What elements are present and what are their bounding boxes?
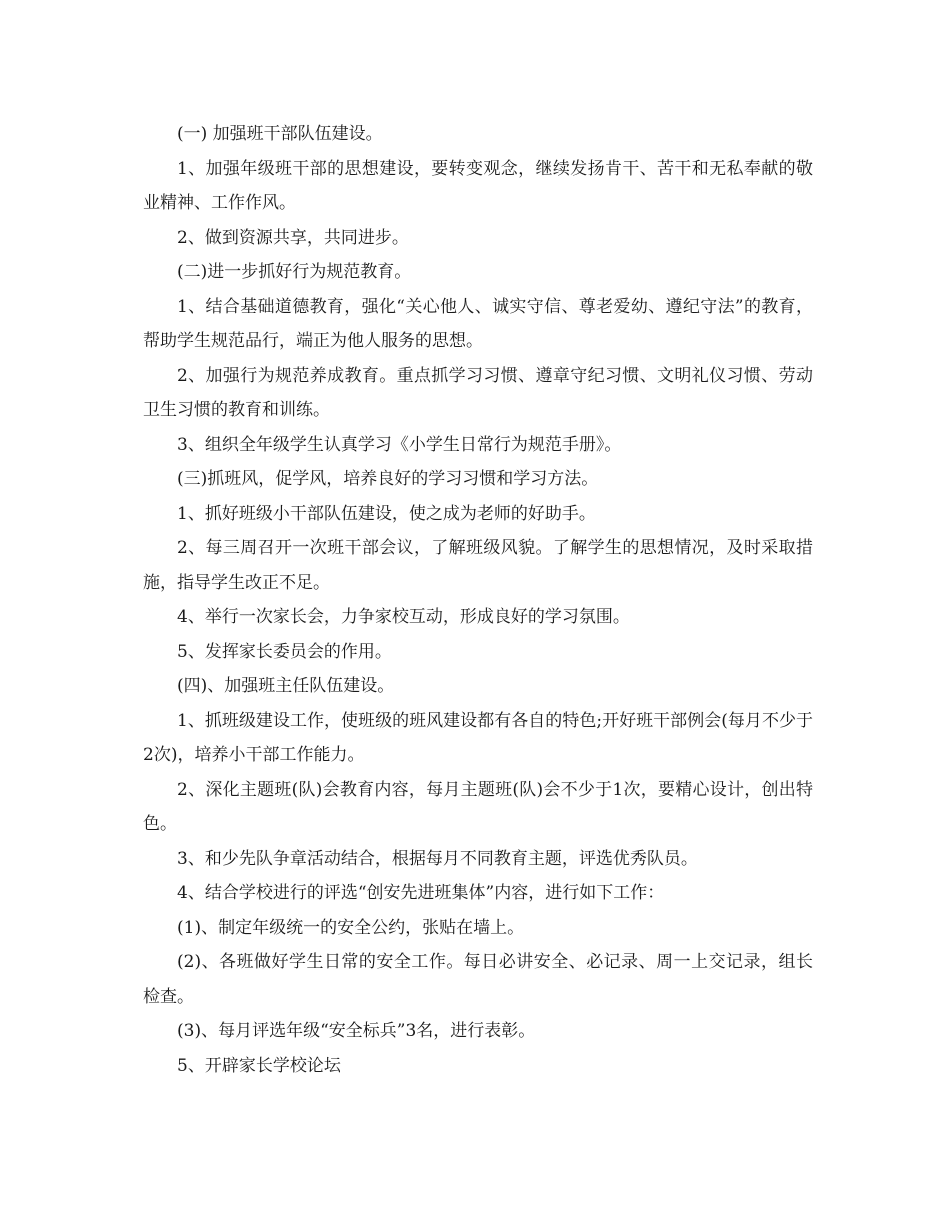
paragraph: 5、开辟家长学校论坛 [177,1055,341,1076]
paragraph: 4、举行一次家长会，力争家校互动，形成良好的学习氛围。 [177,607,630,627]
section-heading-2: (二)进一步抓好行为规范教育。 [177,262,412,282]
paragraph: 1、抓班级建设工作，使班级的班风建设都有各自的特色;开好班干部例会(每月不少于2次)，培养小干部工作能力。 [143,710,813,765]
paragraph: 4、结合学校进行的评选“创安先进班集体”内容，进行如下工作： [177,883,665,903]
paragraph: 5、发挥家长委员会的作用。 [177,641,392,662]
paragraph: 1、抓好班级小干部队伍建设，使之成为老师的好助手。 [177,503,596,524]
paragraph: 2、加强行为规范养成教育。重点抓学习习惯、遵章守纪习惯、文明礼仪习惯、劳动卫生习惯的教育和训练。 [143,365,813,420]
paragraph: 3、和少先队争章活动结合，根据每月不同教育主题，评选优秀队员。 [177,848,698,869]
paragraph: 3、组织全年级学生认真学习《小学生日常行为规范手册》。 [177,434,622,455]
paragraph: 1、结合基础道德教育，强化“关心他人、诚实守信、尊老爱幼、遵纪守法”的教育，帮助学生规范品行，端正为他人服务的思想。 [143,296,813,351]
section-heading-1: (一) 加强班干部队伍建设。 [177,124,383,144]
section-heading-3: (三)抓班风，促学风，培养良好的学习习惯和学习方法。 [177,469,599,489]
paragraph: 1、加强年级班干部的思想建设，要转变观念，继续发扬肯干、苦干和无私奉献的敬业精神、工作作风。 [143,158,813,213]
paragraph: (3)、每月评选年级“安全标兵”3名，进行表彰。 [177,1021,536,1041]
paragraph: (2)、各班做好学生日常的安全工作。每日必讲安全、必记录、周一上交记录，组长检查。 [143,952,813,1007]
section-heading-4: (四)、加强班主任队伍建设。 [177,676,395,696]
paragraph: (1)、制定年级统一的安全公约，张贴在墙上。 [177,917,525,938]
paragraph: 2、做到资源共享，共同进步。 [177,227,409,248]
paragraph: 2、每三周召开一次班干部会议，了解班级风貌。了解学生的思想情况，及时采取措施，指导学生改正不足。 [143,538,813,593]
paragraph: 2、深化主题班(队)会教育内容，每月主题班(队)会不少于1次，要精心设计，创出特色。 [143,779,813,834]
document-body [143,117,813,1083]
